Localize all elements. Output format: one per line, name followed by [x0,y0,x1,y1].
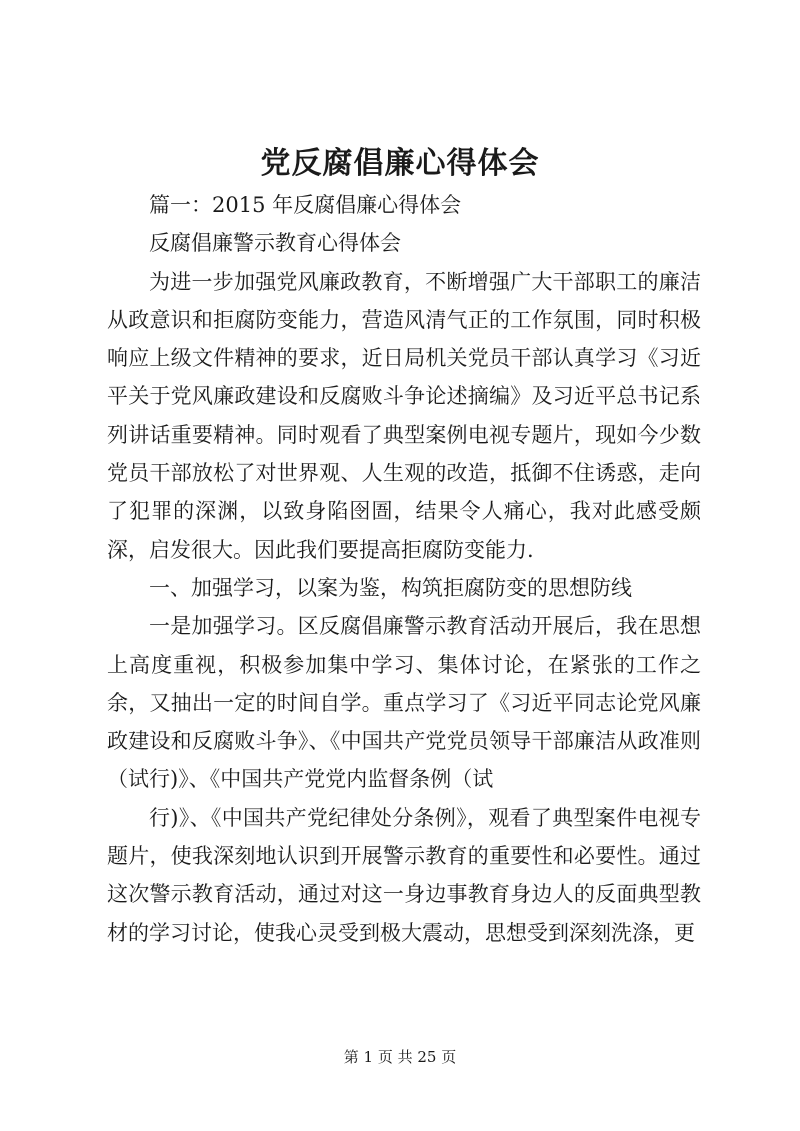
body-paragraph: 为进一步加强党风廉政教育，不断增强广大干部职工的廉洁从政意识和拒腐防变能力，营造风清气正的工作氛围，同时积极响应上级文件精神的要求，近日局机关党员干部认真学习《习近平关于党风廉政建设和反腐败斗争论述摘编》及习近平总书记系列讲话重要精神。同时观看了典型案例电视专题片，现如今少数党员干部放松了对世界观、人生观的改造，抵御不住诱惑，走向了犯罪的深渊，以致身陷囹圄，结果令人痛心，我对此感受颇深，启发很大。因此我们要提高拒腐防变能力. [107,269,701,562]
document-body [107,186,701,952]
sub-heading: 一、加强学习，以案为鉴，构筑拒腐防变的思想防线 [149,575,632,600]
article-title: 反腐倡廉警示教育心得体会 [149,231,401,256]
section-heading: 篇一：2015 年反腐倡廉心得体会 [149,193,462,217]
page-footer: 第 1 页 共 25 页 [343,1048,457,1066]
body-paragraph: 行)》、《中国共产党纪律处分条例》，观看了典型案件电视专题片，使我深刻地认识到开展警示教育的重要性和必要性。通过这次警示教育活动，通过对这一身边事教育身边人的反面典型教材的学习讨论，使我心灵受到极大震动，思想受到深刻洗涤，更 [107,805,701,945]
body-paragraph: 一是加强学习。区反腐倡廉警示教育活动开展后，我在思想上高度重视，积极参加集中学习、集体讨论，在紧张的工作之余，又抽出一定的时间自学。重点学习了《习近平同志论党风廉政建设和反腐败斗争》、《中国共产党党员领导干部廉洁从政准则（试行)》、《中国共产党党内监督条例（试 [107,614,701,792]
document-title: 党反腐倡廉心得体会 [260,146,540,181]
